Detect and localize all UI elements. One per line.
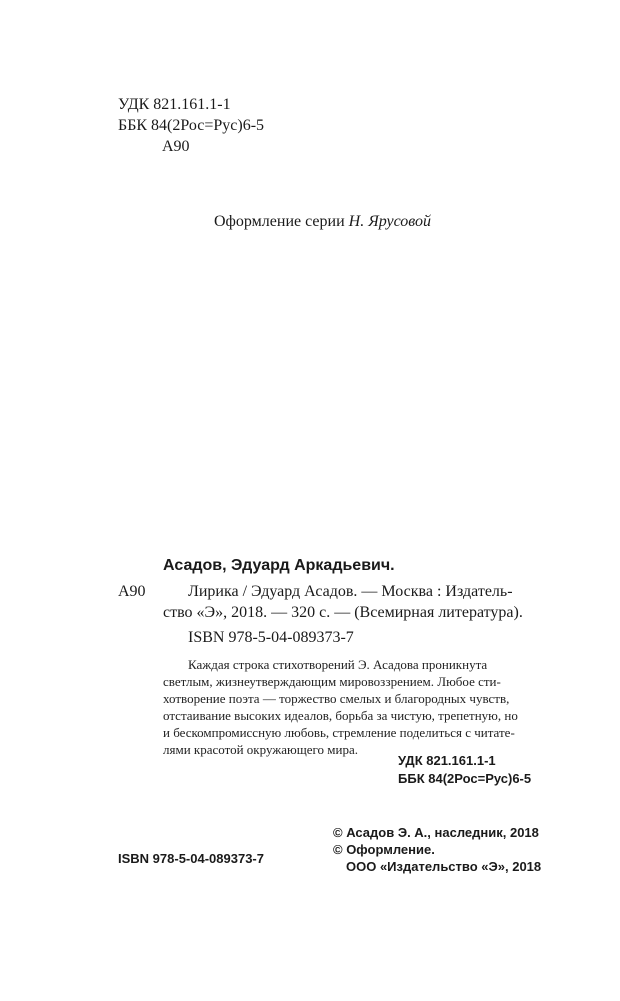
copyright-design: © Оформление.: [333, 842, 435, 857]
annotation-line: светлым, жизнеутверждающим мировоззрением. Любое сти-: [163, 674, 501, 689]
catalog-author-mark: А90: [118, 583, 146, 600]
annotation-line: лями красотой окружающего мира.: [163, 742, 358, 757]
author-mark-top: А90: [162, 138, 190, 155]
annotation-line: и бескомпромиссную любовь, стремление поделиться с читате-: [163, 725, 515, 740]
catalog-line-1: Лирика / Эдуард Асадов. — Москва : Издатель-: [188, 583, 513, 600]
udk-top: УДК 821.161.1-1: [118, 96, 231, 113]
catalog-isbn: ISBN 978-5-04-089373-7: [188, 629, 354, 646]
copyright-author: © Асадов Э. А., наследник, 2018: [333, 825, 539, 840]
catalog-line-2: ство «Э», 2018. — 320 с. — (Всемирная литература).: [163, 604, 523, 621]
udk-bottom: УДК 821.161.1-1: [398, 753, 496, 768]
annotation-line: Каждая строка стихотворений Э. Асадова проникнута: [188, 657, 488, 672]
series-designer-name: Н. Ярусовой: [348, 213, 432, 230]
annotation-line: отстаивание высоких идеалов, борьба за чистую, трепетную, но: [163, 708, 518, 723]
series-design-prefix: Оформление серии: [214, 213, 349, 230]
bbk-top: ББК 84(2Рос=Рус)6-5: [118, 117, 265, 134]
bbk-bottom: ББК 84(2Рос=Рус)6-5: [398, 771, 532, 786]
footer-isbn: ISBN 978-5-04-089373-7: [118, 851, 264, 866]
copyright-publisher: ООО «Издательство «Э», 2018: [346, 859, 542, 874]
catalog-author-heading: Асадов, Эдуард Аркадьевич.: [163, 557, 395, 574]
annotation-line: хотворение поэта — торжество смелых и благородных чувств,: [163, 691, 510, 706]
series-design-credit: [214, 212, 431, 232]
